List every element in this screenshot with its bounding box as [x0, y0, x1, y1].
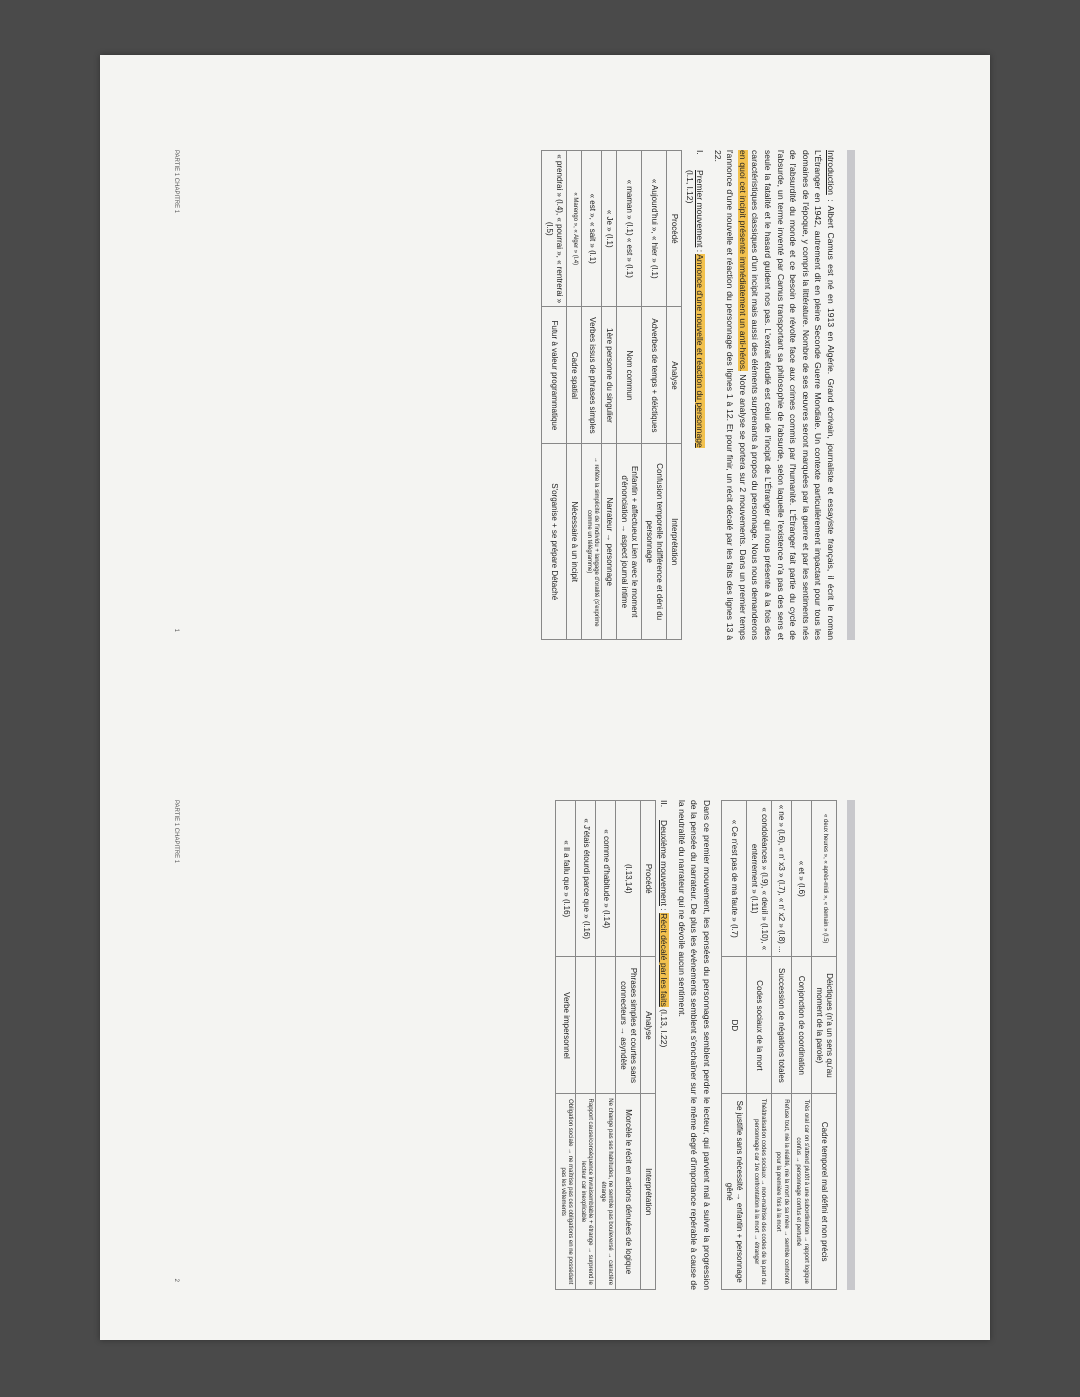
- table-row: [602, 151, 617, 640]
- cell-interpretation: Rapport cause/conséquence invraisemblable + étrange → surprend le lecteur car inexplicable: [576, 1094, 596, 1290]
- table-row: [617, 151, 642, 640]
- cell-procede: « Marengo », « Alger » (l.4): [567, 151, 582, 307]
- page-2: [165, 800, 855, 1290]
- cell-analyse: Succession de négations totales: [772, 957, 792, 1094]
- analysis-table-1-continued: [721, 800, 837, 1290]
- intro-label: Introduction: [826, 150, 836, 195]
- header-band: [847, 800, 855, 1290]
- cell-interpretation: Se justifie sans nécessité → enfantin + personnage gêné: [722, 1094, 747, 1290]
- cell-interpretation: Ne change pas ses habitudes, ne semble pas bouleversé → caractère étrange: [596, 1094, 616, 1290]
- table-row: [616, 801, 641, 1290]
- table-row: [556, 801, 576, 1290]
- cell-interpretation: → reflète la simplicité de l'individu + langage d'oralité (s'exprime comme un télégramme): [582, 444, 602, 640]
- cell-analyse: Codes sociaux de la mort: [747, 957, 772, 1094]
- cell-analyse: Verbe impersonnel: [556, 957, 576, 1094]
- cell-interpretation: Refuse tout, nie la réalité, nie la mort de sa mère → semble confronté pour la première fois à la mort: [772, 1094, 792, 1290]
- cell-procede: « et » (l.6): [792, 801, 812, 957]
- page-2-footer: [173, 800, 179, 1290]
- cell-analyse: Futur à valeur programmatique: [542, 307, 567, 444]
- section-2-number: II.: [659, 800, 670, 808]
- cell-analyse: [576, 957, 596, 1094]
- problematic-highlight: en quoi cet incipit présente immédiatement un anti-héros.: [737, 150, 748, 372]
- cell-procede: « est », « sait » (l.1): [582, 151, 602, 307]
- col-interpretation: Interprétation: [641, 1094, 656, 1290]
- cell-analyse: Verbes issus de phrases simples: [582, 307, 602, 444]
- intro-end: Notre analyse se portera sur 2 mouvements. Dans un premier temps l'annonce d'une nouvelle et réaction du personnage des lignes 1 à 12. Et pour finir, un récit décalé par les faits des lignes 13 à 22.: [712, 150, 748, 640]
- cell-procede: « Il a fallu que » (l.16): [556, 801, 576, 957]
- cell-interpretation: Cadre temporel mal défini et non précis: [812, 1094, 837, 1290]
- table-row: [642, 151, 667, 640]
- table-row: [567, 151, 582, 640]
- cell-analyse: Adverbes de temps + déictiques: [642, 307, 667, 444]
- page-1: [165, 150, 855, 640]
- header-band: [847, 150, 855, 640]
- col-procede: Procédé: [667, 151, 682, 307]
- section-2-title: [659, 800, 669, 1290]
- cell-analyse: [596, 957, 616, 1094]
- page-number: 1: [173, 628, 179, 632]
- col-interpretation: Interprétation: [667, 444, 682, 640]
- col-analyse: Analyse: [667, 307, 682, 444]
- section-1-separator: :: [695, 247, 706, 255]
- page-1-footer: [173, 150, 179, 640]
- section-2-separator: :: [659, 905, 670, 914]
- col-analyse: Analyse: [641, 957, 656, 1094]
- cell-procede: « condoléances » (l.9), « deuil » (l.10), « enterrement » (l.11): [747, 801, 772, 957]
- cell-procede: « ne » (l.6), « n' x3 » (l.7), « n' x2 » (l.8) ...: [772, 801, 792, 957]
- col-procede: Procédé: [641, 801, 656, 957]
- cell-analyse: Déictiques (n'a un sens qu'au moment de la parole): [812, 957, 837, 1094]
- table-row: [792, 801, 812, 1290]
- cell-interpretation: Nécessaire à un incipit: [567, 444, 582, 640]
- table-row: [582, 151, 602, 640]
- analysis-table-2: [555, 800, 656, 1290]
- cell-interpretation: S'organise + se prépare Détaché: [542, 444, 567, 640]
- footer-chapter: PARTIE 1 CHAPITRE 1: [173, 800, 179, 864]
- section-2-lines: (l.13, l.22): [659, 1006, 670, 1048]
- introduction-paragraph: [711, 150, 837, 640]
- cell-procede: « prendrai » (l.4), « pourrai », « rentrerai » (l.5): [542, 151, 567, 307]
- cell-interpretation: Très oral car on s'attend plutôt à une subordination → rapport logique confus → personnage confus et perturbé: [792, 1094, 812, 1290]
- cell-procede: « deux heures », « après-midi », « demain » (l.5): [812, 801, 837, 957]
- cell-analyse: Conjonction de coordination: [792, 957, 812, 1094]
- scanned-sheet: [100, 55, 990, 1340]
- section-2-label: Deuxième mouvement: [659, 820, 670, 906]
- analysis-table-1: [541, 150, 682, 640]
- section-1-heading: Annonce d'une nouvelle et réaction du personnage: [695, 254, 706, 448]
- table-row: [722, 801, 747, 1290]
- cell-interpretation: Enfantin + affectueux Lien avec le moment d'énonciation → aspect journal intime: [617, 444, 642, 640]
- cell-interpretation: Morcèle le récit en actions dénuées de logique: [616, 1094, 641, 1290]
- footer-chapter: PARTIE 1 CHAPITRE 1: [173, 150, 179, 214]
- cell-procede: « J'étais étourdi parce que » (l.16): [576, 801, 596, 957]
- cell-procede: « Aujourd'hui », « hier » (l.1): [642, 151, 667, 307]
- section-1-number: I.: [695, 150, 706, 155]
- cell-interpretation: Confusion temporelle Indifférence et déni du personnage: [642, 444, 667, 640]
- cell-analyse: Cadre spatial: [567, 307, 582, 444]
- section-1-title: [685, 150, 705, 640]
- cell-interpretation: Théâtralisation codes sociaux → non-maîtrise des codes de la part du personnage car 1re confrontation à la mort → étranger: [747, 1094, 772, 1290]
- table-row: [747, 801, 772, 1290]
- cell-interpretation: Obligation sociale → ne maîtrise pas ces obligations en ne possédant pas les vêtements: [556, 1094, 576, 1290]
- cell-procede: (l.13,14): [616, 801, 641, 957]
- cell-analyse: Phrases simples et courtes sans connecteurs → asyndète: [616, 957, 641, 1094]
- cell-analyse: Nom commun: [617, 307, 642, 444]
- section-2-heading: Récit décalé par les faits: [659, 913, 670, 1007]
- cell-procede: « maman » (l.1) « est » (l.1): [617, 151, 642, 307]
- page-number: 2: [173, 1278, 179, 1282]
- table-row: [812, 801, 837, 1290]
- first-movement-summary: Dans ce premier mouvement, les pensées du personnages semblent perdre le lecteur, qui parvient mal à suivre la progression de la pensée du narrateur. De plus les évènements semblent s'enchaîner sur le même degré d'importance repérable à cause de la neutralité du narrateur qui ne dévoile aucun sentiment.: [676, 800, 712, 1290]
- cell-procede: « Je » (l.1): [602, 151, 617, 307]
- section-1-lines: (l.1, l.12): [685, 170, 696, 204]
- section-1-label: Premier mouvement: [695, 170, 706, 248]
- intro-text: : Albert Camus est né en 1913 en Algérie. Grand écrivain, journaliste et essayiste français, il écrit le roman L'Étranger en 1942, autrement dit en pleine Seconde Guerre Mondiale. Un contexte particulièrement impactant pour tous les domaines de l'époque, y compris la littérature. Nombre de ses œuvres seront marquées par la guerre et par les sentiments nés de l'absurdité du monde et ce besoin de révolte face aux crimes commis par l'humanité. L'Étranger fait partie du cycle de l'absurde, un terme inventé par Camus transportant sa philosophie de l'absurde, selon laquelle l'existence n'a pas des sens et seule la fatalité et le hasard guident nos pas. L'extrait étudié est celui de l'incipit de L'Étranger qui nous présente à la fois des caractéristiques classiques d'un incipit mais aussi des éléments surprenants à propos du personnage. Nous nous demanderons: [750, 150, 836, 640]
- table-row: [596, 801, 616, 1290]
- table-row: [772, 801, 792, 1290]
- table-row: [542, 151, 567, 640]
- cell-procede: « comme d'habitude » (l.14): [596, 801, 616, 957]
- cell-analyse: DD: [722, 957, 747, 1094]
- cell-analyse: 1ère personne du singulier: [602, 307, 617, 444]
- table-row: [576, 801, 596, 1290]
- cell-procede: « Ce n'est pas de ma faute » (l.7): [722, 801, 747, 957]
- cell-interpretation: Narrateur → personnage: [602, 444, 617, 640]
